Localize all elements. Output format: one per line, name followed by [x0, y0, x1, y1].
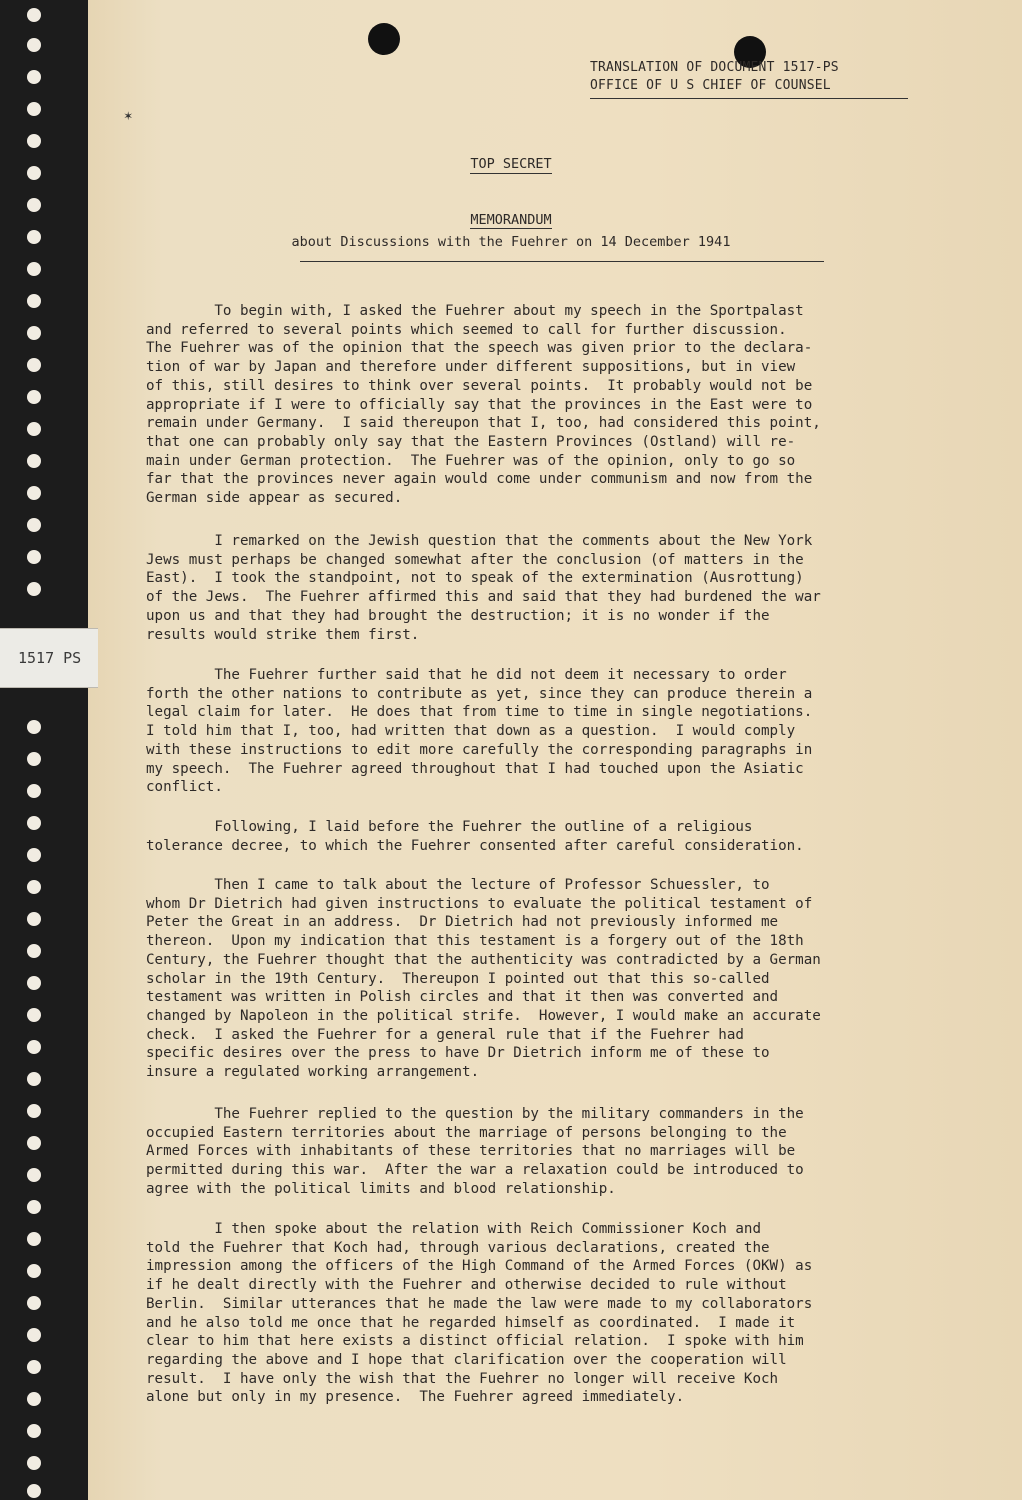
binder-hole — [27, 518, 41, 532]
paragraph-tolerance-decree: Following, I laid before the Fuehrer the outline of a religious tolerance decree, to which the Fuehrer consented after careful consideration. — [146, 819, 804, 854]
binder-hole — [27, 70, 41, 84]
binder-hole — [27, 880, 41, 894]
binder-hole — [27, 912, 41, 926]
paragraph-koch: I then spoke about the relation with Reich Commissioner Koch and told the Fuehrer that Koch had, through various declarations, created the impression among the officers of the High Command of the Armed Forces (OKW) as if he dealt directly with the Fuehrer and otherwise decided to rule without Berlin. Similar utterances that he made the law were made to my collaborators and he also told me once that he regarded himself as coordinated. I made it clear to him that here exists a distinct official relation. I spoke with him regarding the above and I hope that clarification over the cooperation will result. I have only the wish that the Fuehrer no longer will receive Koch alone but only in my presence. The Fuehrer agreed immediately. — [146, 1221, 813, 1406]
document-type-label: MEMORANDUM — [470, 212, 552, 228]
binder-hole — [27, 1484, 41, 1498]
binder-hole — [27, 1168, 41, 1182]
binder-hole — [27, 784, 41, 798]
binder-hole — [27, 358, 41, 372]
memo-subtitle: about Discussions with the Fuehrer on 14 December 1941 — [291, 234, 731, 250]
binder-hole — [27, 1328, 41, 1342]
binder-hole — [27, 486, 41, 500]
translation-line: TRANSLATION OF DOCUMENT 1517-PS — [590, 60, 839, 75]
binder-hole — [27, 390, 41, 404]
paragraph-marriage: The Fuehrer replied to the question by the military commanders in the occupied Eastern territories about the marriage of persons belonging to the Armed Forces with inhabitants of these territories that no marriages will be permitted during this war. After the war a relaxation could be introduced to agree with the political limits and blood relationship. — [146, 1106, 804, 1197]
binder-hole — [27, 550, 41, 564]
binder-hole — [27, 1264, 41, 1278]
binder-hole — [27, 262, 41, 276]
binder-hole — [27, 1392, 41, 1406]
binder-hole — [27, 720, 41, 734]
binder-hole — [27, 102, 41, 116]
office-line: OFFICE OF U S CHIEF OF COUNSEL — [590, 78, 831, 93]
document-type-heading — [0, 212, 1022, 228]
binder-hole — [27, 1040, 41, 1054]
binder-hole — [27, 1456, 41, 1470]
punch-hole — [368, 23, 400, 55]
binder-hole — [27, 1072, 41, 1086]
binder-hole — [27, 1200, 41, 1214]
binder-hole — [27, 1296, 41, 1310]
binder-hole — [27, 326, 41, 340]
binder-hole — [27, 454, 41, 468]
binder-hole — [27, 1136, 41, 1150]
classification-heading — [0, 156, 1022, 172]
binder-hole — [27, 848, 41, 862]
binder-hole — [27, 582, 41, 596]
exhibit-tab: 1517 PS — [0, 628, 98, 688]
ink-mark: ✶ — [124, 108, 133, 124]
binder-hole — [27, 944, 41, 958]
binder-hole — [27, 294, 41, 308]
binder-hole — [27, 198, 41, 212]
binder-hole — [27, 422, 41, 436]
binder-hole — [27, 816, 41, 830]
paragraph-schuessler: Then I came to talk about the lecture of Professor Schuessler, to whom Dr Dietrich had given instructions to evaluate the political testament of Peter the Great in an address. Dr Dietrich had not previously informed me thereon. Upon my indication that this testament is a forgery out of the 18th Century, the Fuehrer thought that the authenticity was contradicted by a German scholar in the 19th Century. Thereupon I pointed out that this so-called testament was written in Polish circles and that it then was converted and changed by Napoleon in the political strife. However, I would make an accurate check. I asked the Fuehrer for a general rule that if the Fuehrer had specific desires over the press to have Dr Dietrich inform me of these to insure a regulated working arrangement. — [146, 877, 821, 1081]
classification-label: TOP SECRET — [470, 156, 552, 172]
binder-hole — [27, 752, 41, 766]
paragraph-jewish-question: I remarked on the Jewish question that the comments about the New York Jews must perhaps be changed somewhat after the conclusion (of matters in the East). I took the standpoint, not to speak of the extermination (Ausrottung) of the Jews. The Fuehrer affirmed this and said that they had burdened the war upon us and that they had brought the destruction; it is no wonder if the results would strike them first. — [146, 533, 821, 643]
binder-hole — [27, 1424, 41, 1438]
binder-hole — [27, 1360, 41, 1374]
binder-hole — [27, 8, 41, 22]
paragraph-other-nations: The Fuehrer further said that he did not deem it necessary to order forth the other nations to contribute as yet, since they can produce therein a legal claim for later. He does that from time to time in single negotiations. I told him that I, too, had written that down as a question. I would comply with these instructions to edit more carefully the corresponding paragraphs in my speech. The Fuehrer agreed throughout that I had touched upon the Asiatic conflict. — [146, 667, 813, 796]
title-rule — [300, 261, 824, 262]
document-header — [590, 59, 908, 99]
binder-hole — [27, 1232, 41, 1246]
binder-hole — [27, 1104, 41, 1118]
paragraph-speech: To begin with, I asked the Fuehrer about my speech in the Sportpalast and referred to several points which seemed to call for further discussion. The Fuehrer was of the opinion that the speech was given prior to the declara- tion of war by Japan and therefore under different suppositions, but in view of this, still desires to think over several points. It probably would not be appropriate if I were to officially say that the provinces in the East were to remain under Germany. I said thereupon that I, too, had considered this point, that one can probably only say that the Eastern Provinces (Ostland) will re- main under German protection. The Fuehrer was of the opinion, only to go so far that the provinces never again would come under communism and now from the German side appear as secured. — [146, 303, 821, 507]
binder-hole — [27, 38, 41, 52]
header-rule — [590, 98, 908, 99]
binder-hole — [27, 134, 41, 148]
binder-hole — [27, 1008, 41, 1022]
binder-hole — [27, 976, 41, 990]
